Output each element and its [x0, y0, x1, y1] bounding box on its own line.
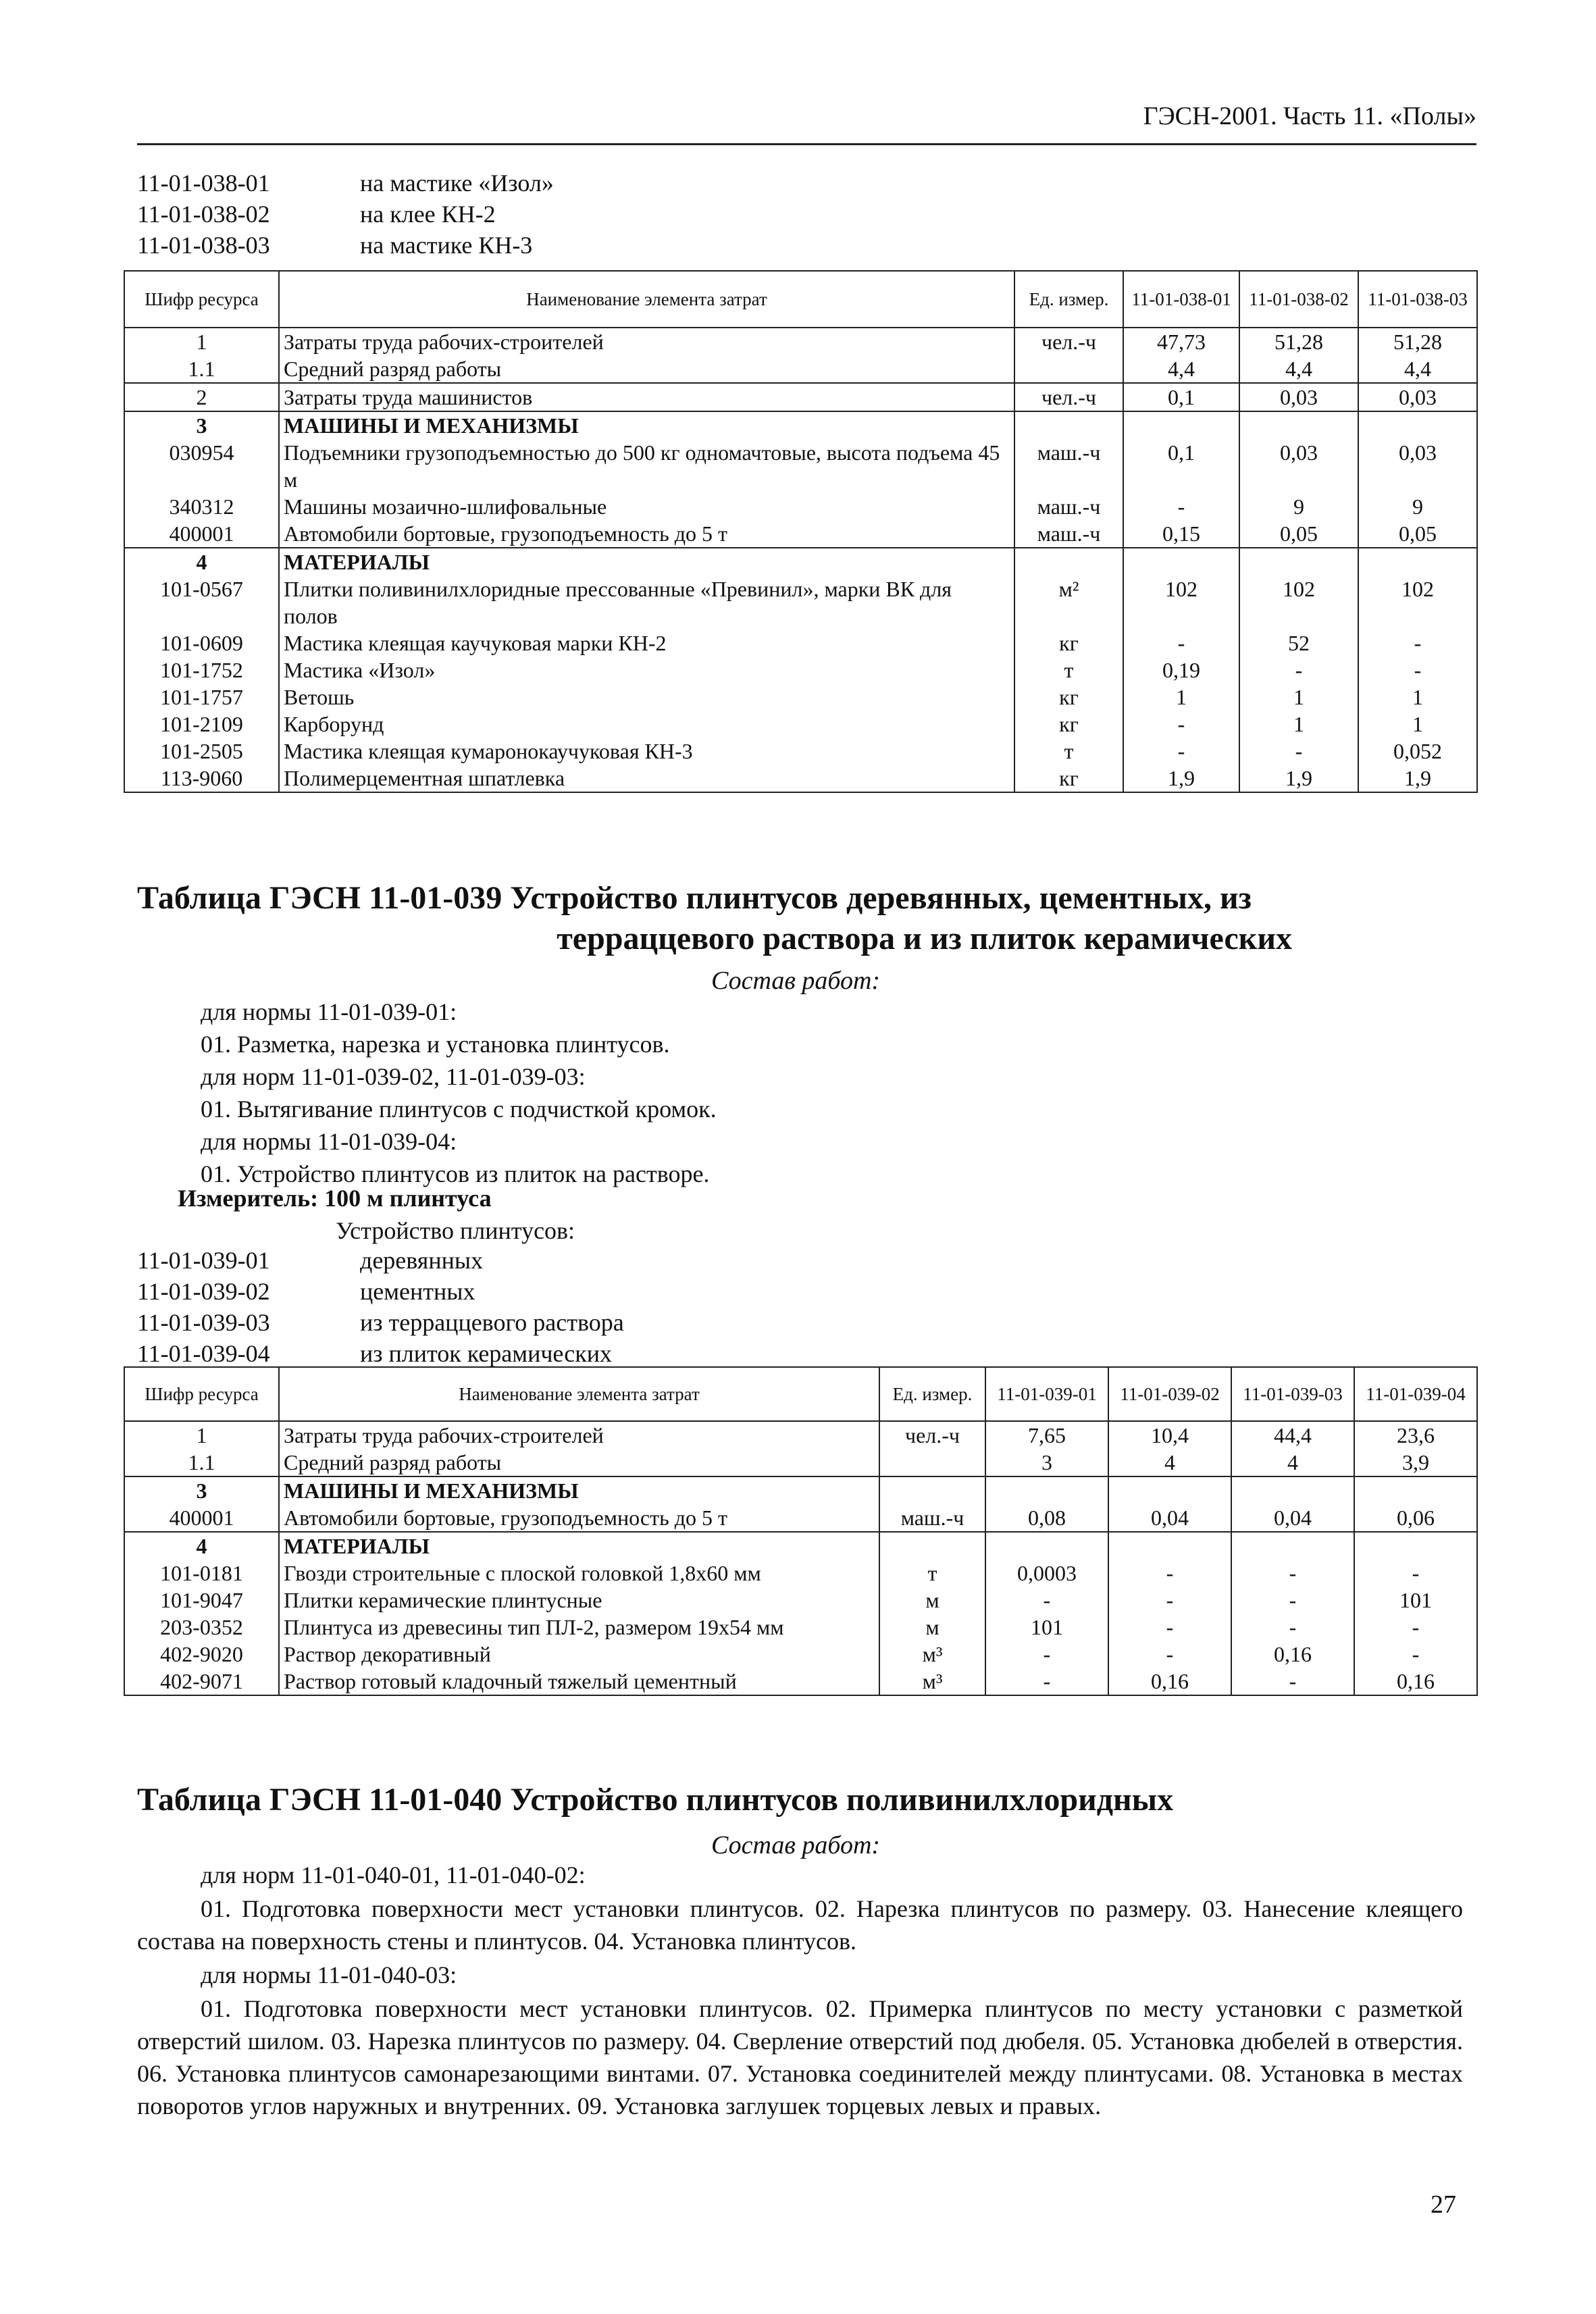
cell-code: 101-1757: [124, 684, 279, 711]
cell-name: Ветошь: [279, 684, 1014, 711]
th-col2: 11-01-039-02: [1108, 1367, 1231, 1421]
variant-code: 11-01-039-03: [137, 1309, 270, 1336]
variant-text: из терраццевого раствора: [360, 1309, 624, 1336]
cell-unit: т: [1014, 738, 1123, 765]
table-row: [124, 684, 1477, 711]
variant-row: [137, 1276, 624, 1307]
cell-value: 0,16: [1231, 1641, 1354, 1668]
table-row: [124, 355, 1477, 383]
th-col3: 11-01-039-03: [1231, 1367, 1354, 1421]
norm-line: для нормы 11-01-039-01:: [201, 998, 457, 1025]
table-row: [124, 411, 1477, 439]
cell-value: 7,65: [985, 1421, 1108, 1449]
cell-value: 3: [985, 1449, 1108, 1476]
table-row: [124, 711, 1477, 738]
cell-value: 1: [1123, 684, 1239, 711]
cell-code: 101-2505: [124, 738, 279, 765]
table-row: [124, 1421, 1477, 1449]
cell-value: -: [1354, 1641, 1477, 1668]
cell-code: 3: [124, 411, 279, 439]
work-item: 01. Вытягивание плинтусов с подчисткой кромок.: [201, 1096, 717, 1123]
cell-value: -: [1231, 1668, 1354, 1695]
variant-code: 11-01-039-04: [137, 1340, 270, 1367]
cell-value: 47,73: [1123, 328, 1239, 355]
resource-table-039: [124, 1366, 1478, 1696]
sostav-039: [201, 996, 717, 1190]
sostav-label: Состав работ:: [711, 1831, 881, 1859]
cell-name: МАТЕРИАЛЫ: [279, 1532, 879, 1560]
variant-row: [137, 1307, 624, 1338]
variant-row: [137, 168, 554, 199]
cell-value: 1,9: [1358, 765, 1477, 792]
th-col4: 11-01-039-04: [1354, 1367, 1477, 1421]
cell-value: 0,05: [1239, 520, 1358, 548]
th-code: Шифр ресурса: [124, 1367, 279, 1421]
cell-unit: кг: [1014, 711, 1123, 738]
cell-value: 0,03: [1239, 383, 1358, 411]
cell-value: -: [1231, 1587, 1354, 1614]
work-paragraph: 01. Подготовка поверхности мест установки плинтусов. 02. Нарезка плинтусов по размеру. 03. Нанесение клеящего состава на поверхность стены и плинтусов. 04. Установка плинтусов.: [137, 1895, 1463, 1955]
cell-code: 340312: [124, 493, 279, 520]
variant-code: 11-01-038-01: [137, 170, 270, 197]
cell-name: Мастика «Изол»: [279, 657, 1014, 684]
table-row: [124, 575, 1477, 629]
cell-code: 101-0181: [124, 1560, 279, 1587]
cell-name: Автомобили бортовые, грузоподъемность до 5 т: [279, 520, 1014, 548]
cell-name: Плитки керамические плинтусные: [279, 1587, 879, 1614]
cell-value: -: [1108, 1587, 1231, 1614]
cell-code: 4: [124, 548, 279, 575]
cell-value: [1108, 1532, 1231, 1560]
norm-line: для нормы 11-01-039-04:: [201, 1128, 457, 1155]
header-rule: [137, 143, 1476, 145]
cell-unit: маш.-ч: [1014, 493, 1123, 520]
cell-value: 0,19: [1123, 657, 1239, 684]
cell-unit: м³: [879, 1641, 985, 1668]
cell-value: 44,4: [1231, 1421, 1354, 1449]
table-row: [124, 657, 1477, 684]
variant-text: деревянных: [360, 1247, 484, 1274]
table-row: [124, 1476, 1477, 1504]
cell-unit: м²: [1014, 575, 1123, 629]
variant-text: на мастике «Изол»: [360, 170, 554, 197]
table-row: [124, 548, 1477, 575]
cell-name: Мастика клеящая каучуковая марки КН-2: [279, 629, 1014, 657]
cell-value: 102: [1123, 575, 1239, 629]
table-row: [124, 1532, 1477, 1560]
measure-unit: Измеритель: 100 м плинтуса: [178, 1185, 492, 1212]
cell-code: 203-0352: [124, 1614, 279, 1641]
cell-name: Плинтуса из древесины тип ПЛ-2, размером 19x54 мм: [279, 1614, 879, 1641]
variants-039: [137, 1245, 624, 1369]
table-row: [124, 520, 1477, 548]
variant-code: 11-01-038-03: [137, 232, 270, 259]
cell-name: Средний разряд работы: [279, 355, 1014, 383]
cell-value: 0,08: [985, 1504, 1108, 1532]
cell-value: 1: [1358, 711, 1477, 738]
cell-value: -: [1108, 1641, 1231, 1668]
table-row: [124, 1587, 1477, 1614]
cell-code: 113-9060: [124, 765, 279, 792]
cell-name: Средний разряд работы: [279, 1449, 879, 1476]
variant-text: на клее КН-2: [360, 201, 496, 228]
cell-name: Подъемники грузоподъемностью до 500 кг одномачтовые, высота подъема 45 м: [279, 439, 1014, 493]
cell-unit: кг: [1014, 765, 1123, 792]
cell-value: 0,05: [1358, 520, 1477, 548]
cell-value: 52: [1239, 629, 1358, 657]
cell-value: 4: [1231, 1449, 1354, 1476]
table-row: [124, 1614, 1477, 1641]
cell-value: 0,03: [1358, 383, 1477, 411]
table-row: [124, 1641, 1477, 1668]
cell-value: [1123, 411, 1239, 439]
cell-value: -: [985, 1587, 1108, 1614]
cell-value: -: [1239, 657, 1358, 684]
cell-code: 1.1: [124, 1449, 279, 1476]
cell-code: 101-0609: [124, 629, 279, 657]
variant-text: цементных: [360, 1278, 475, 1305]
cell-value: 101: [985, 1614, 1108, 1641]
norm-line: для норм 11-01-040-01, 11-01-040-02:: [201, 1861, 586, 1888]
cell-value: -: [1358, 629, 1477, 657]
table-row: [124, 328, 1477, 355]
cell-value: [1231, 1476, 1354, 1504]
cell-value: [985, 1476, 1108, 1504]
cell-code: 1: [124, 328, 279, 355]
cell-value: 4,4: [1123, 355, 1239, 383]
cell-value: 4,4: [1358, 355, 1477, 383]
cell-value: -: [1239, 738, 1358, 765]
cell-name: МАШИНЫ И МЕХАНИЗМЫ: [279, 411, 1014, 439]
cell-value: 51,28: [1358, 328, 1477, 355]
cell-value: 4,4: [1239, 355, 1358, 383]
variant-code: 11-01-039-01: [137, 1247, 270, 1274]
table-row: [124, 629, 1477, 657]
cell-value: [1123, 548, 1239, 575]
cell-value: 1,9: [1239, 765, 1358, 792]
th-col3: 11-01-038-03: [1358, 271, 1477, 328]
cell-value: -: [1123, 738, 1239, 765]
th-unit: Ед. измер.: [879, 1367, 985, 1421]
variant-code: 11-01-038-02: [137, 201, 270, 228]
cell-value: -: [985, 1641, 1108, 1668]
cell-value: [985, 1532, 1108, 1560]
table-row: [124, 1449, 1477, 1476]
cell-value: 10,4: [1108, 1421, 1231, 1449]
cell-code: 101-2109: [124, 711, 279, 738]
cell-unit: маш.-ч: [879, 1504, 985, 1532]
cell-value: 23,6: [1354, 1421, 1477, 1449]
variant-row: [137, 230, 554, 261]
table-row: [124, 1560, 1477, 1587]
title-line: терраццевого раствора и из плиток керамических: [557, 921, 1292, 956]
cell-value: 1: [1239, 711, 1358, 738]
cell-value: 0,04: [1108, 1504, 1231, 1532]
cell-unit: кг: [1014, 684, 1123, 711]
cell-value: 0,03: [1358, 439, 1477, 493]
cell-unit: чел.-ч: [879, 1421, 985, 1449]
cell-value: -: [1358, 657, 1477, 684]
cell-value: -: [1354, 1614, 1477, 1641]
cell-value: 0,052: [1358, 738, 1477, 765]
variants-038: [137, 168, 554, 261]
cell-code: 2: [124, 383, 279, 411]
cell-value: -: [1123, 711, 1239, 738]
th-name: Наименование элемента затрат: [279, 271, 1014, 328]
cell-unit: [879, 1476, 985, 1504]
title-line: Таблица ГЭСН 11-01-039 Устройство плинтусов деревянных, цементных, из: [137, 880, 1252, 916]
norm-line: для нормы 11-01-040-03:: [201, 1961, 457, 1988]
cell-name: МАШИНЫ И МЕХАНИЗМЫ: [279, 1476, 879, 1504]
cell-value: [1354, 1476, 1477, 1504]
cell-unit: чел.-ч: [1014, 383, 1123, 411]
table-040-title: Таблица ГЭСН 11-01-040 Устройство плинтусов поливинилхлоридных: [137, 1782, 1174, 1818]
cell-unit: т: [879, 1560, 985, 1587]
cell-code: 030954: [124, 439, 279, 493]
cell-value: 1: [1239, 684, 1358, 711]
cell-name: Плитки поливинилхлоридные прессованные «Превинил», марки ВК для полов: [279, 575, 1014, 629]
cell-code: 101-9047: [124, 1587, 279, 1614]
cell-code: 4: [124, 1532, 279, 1560]
cell-value: [1108, 1476, 1231, 1504]
table-row: [124, 493, 1477, 520]
page-number: 27: [1431, 2190, 1456, 2219]
cell-value: 0,16: [1108, 1668, 1231, 1695]
cell-value: [1354, 1532, 1477, 1560]
running-header: ГЭСН-2001. Часть 11. «Полы»: [1143, 102, 1476, 130]
cell-unit: м³: [879, 1668, 985, 1695]
cell-name: Карборунд: [279, 711, 1014, 738]
cell-value: 9: [1358, 493, 1477, 520]
cell-unit: [1014, 411, 1123, 439]
cell-value: -: [1231, 1614, 1354, 1641]
work-paragraph: 01. Подготовка поверхности мест установки плинтусов. 02. Примерка плинтусов по месту установки с разметкой отверстий шилом. 03. Нарезка плинтусов по размеру. 04. Сверление отверстий под дюбеля. 05. Установка дюбелей в отверстия. 06. Установка плинтусов самонарезающими винтами. 07. Установка соединителей между плинтусами. 08. Установка в местах поворотов углов наружных и внутренних. 09. Установка заглушек торцевых левых и правых.: [137, 1995, 1463, 2119]
table-039-title: [137, 878, 1476, 959]
cell-value: -: [985, 1668, 1108, 1695]
cell-unit: кг: [1014, 629, 1123, 657]
cell-value: [1358, 548, 1477, 575]
cell-code: 402-9071: [124, 1668, 279, 1695]
table-row: [124, 765, 1477, 792]
work-item: 01. Разметка, нарезка и установка плинтусов.: [201, 1031, 670, 1058]
table-body: [124, 1421, 1477, 1695]
th-col1: 11-01-039-01: [985, 1367, 1108, 1421]
cell-unit: маш.-ч: [1014, 520, 1123, 548]
cell-value: 0,15: [1123, 520, 1239, 548]
variant-text: на мастике КН-3: [360, 232, 533, 259]
cell-code: 101-0567: [124, 575, 279, 629]
cell-value: -: [1108, 1560, 1231, 1587]
table-row: [124, 1668, 1477, 1695]
resource-table-038: [124, 270, 1478, 793]
cell-unit: т: [1014, 657, 1123, 684]
table-row: [124, 383, 1477, 411]
cell-value: -: [1354, 1560, 1477, 1587]
cell-value: 0,06: [1354, 1504, 1477, 1532]
cell-code: 1.1: [124, 355, 279, 383]
table-row: [124, 1504, 1477, 1532]
cell-name: МАТЕРИАЛЫ: [279, 548, 1014, 575]
cell-value: 102: [1358, 575, 1477, 629]
cell-value: 4: [1108, 1449, 1231, 1476]
cell-unit: [1014, 548, 1123, 575]
cell-name: Гвозди строительные с плоской головкой 1,8x60 мм: [279, 1560, 879, 1587]
cell-value: 102: [1239, 575, 1358, 629]
cell-value: 0,03: [1239, 439, 1358, 493]
work-item: 01. Устройство плинтусов из плиток на растворе.: [201, 1160, 710, 1187]
cell-code: 3: [124, 1476, 279, 1504]
variant-text: из плиток керамических: [360, 1340, 613, 1367]
cell-unit: м: [879, 1614, 985, 1641]
th-unit: Ед. измер.: [1014, 271, 1123, 328]
cell-name: Раствор декоративный: [279, 1641, 879, 1668]
th-code: Шифр ресурса: [124, 271, 279, 328]
variant-code: 11-01-039-02: [137, 1278, 270, 1305]
cell-value: 0,0003: [985, 1560, 1108, 1587]
variant-row: [137, 1338, 624, 1369]
cell-value: 1,9: [1123, 765, 1239, 792]
cell-code: 402-9020: [124, 1641, 279, 1668]
cell-name: Раствор готовый кладочный тяжелый цементный: [279, 1668, 879, 1695]
cell-unit: м: [879, 1587, 985, 1614]
cell-value: 51,28: [1239, 328, 1358, 355]
cell-code: 400001: [124, 520, 279, 548]
cell-value: 1: [1358, 684, 1477, 711]
cell-code: 101-1752: [124, 657, 279, 684]
cell-value: 3,9: [1354, 1449, 1477, 1476]
cell-value: [1358, 411, 1477, 439]
table-body: [124, 328, 1477, 792]
cell-code: 1: [124, 1421, 279, 1449]
cell-value: -: [1108, 1614, 1231, 1641]
cell-unit: [1014, 355, 1123, 383]
table-row: [124, 439, 1477, 493]
cell-name: Полимерцементная шпатлевка: [279, 765, 1014, 792]
ustroistvo-label: Устройство плинтусов:: [336, 1217, 575, 1244]
cell-code: 400001: [124, 1504, 279, 1532]
cell-name: Машины мозаично-шлифовальные: [279, 493, 1014, 520]
variant-row: [137, 1245, 624, 1276]
cell-name: Автомобили бортовые, грузоподъемность до 5 т: [279, 1504, 879, 1532]
cell-value: 0,1: [1123, 383, 1239, 411]
cell-value: -: [1123, 629, 1239, 657]
cell-unit: [879, 1449, 985, 1476]
cell-value: -: [1231, 1560, 1354, 1587]
cell-name: Затраты труда рабочих-строителей: [279, 328, 1014, 355]
sostav-label: Состав работ:: [711, 967, 881, 995]
norm-line: для норм 11-01-039-02, 11-01-039-03:: [201, 1063, 586, 1090]
cell-value: -: [1123, 493, 1239, 520]
th-col1: 11-01-038-01: [1123, 271, 1239, 328]
cell-name: Мастика клеящая кумаронокаучуковая КН-3: [279, 738, 1014, 765]
cell-value: 9: [1239, 493, 1358, 520]
th-name: Наименование элемента затрат: [279, 1367, 879, 1421]
cell-unit: [879, 1532, 985, 1560]
cell-value: [1231, 1532, 1354, 1560]
cell-value: 101: [1354, 1587, 1477, 1614]
cell-name: Затраты труда рабочих-строителей: [279, 1421, 879, 1449]
cell-value: 0,04: [1231, 1504, 1354, 1532]
th-col2: 11-01-038-02: [1239, 271, 1358, 328]
cell-unit: чел.-ч: [1014, 328, 1123, 355]
cell-value: [1239, 548, 1358, 575]
cell-unit: маш.-ч: [1014, 439, 1123, 493]
cell-value: 0,16: [1354, 1668, 1477, 1695]
cell-value: [1239, 411, 1358, 439]
cell-name: Затраты труда машинистов: [279, 383, 1014, 411]
table-row: [124, 738, 1477, 765]
variant-row: [137, 199, 554, 230]
cell-value: 0,1: [1123, 439, 1239, 493]
